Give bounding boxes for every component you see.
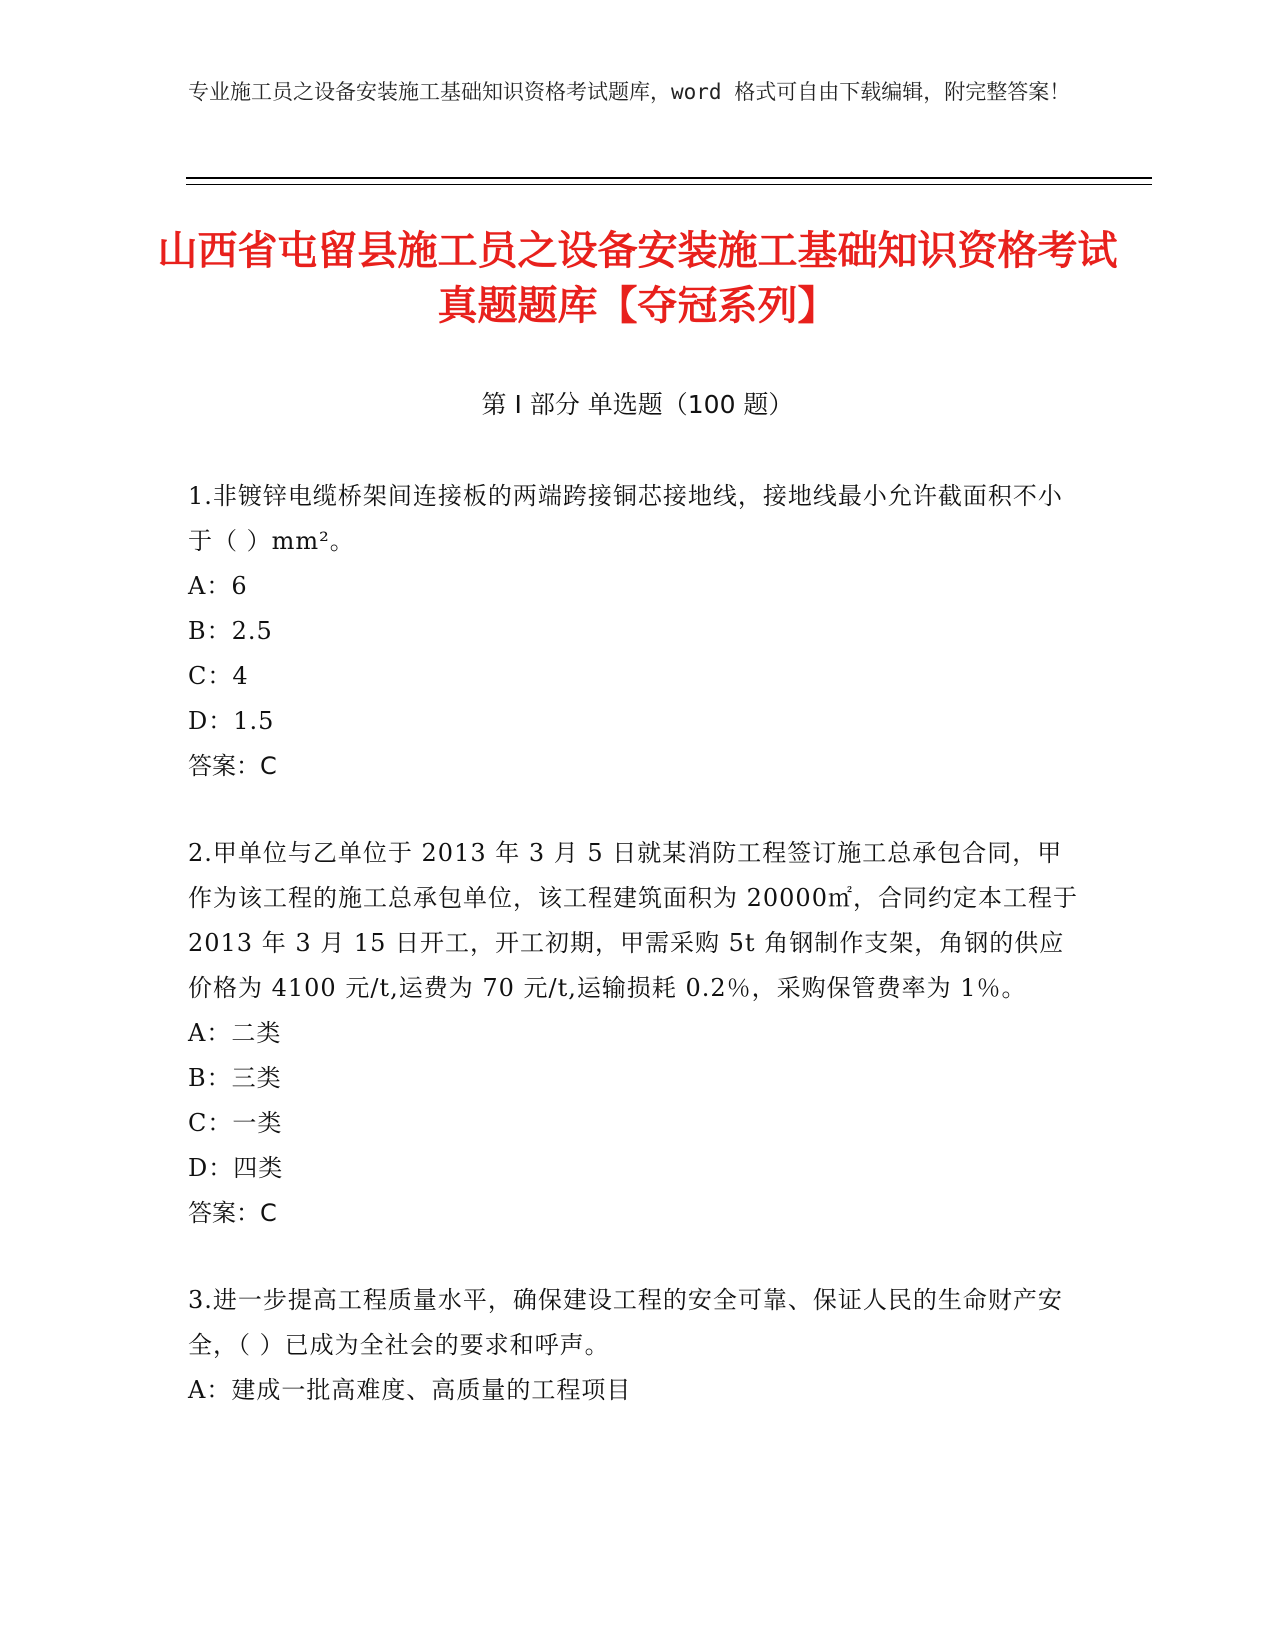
question-list: [188, 474, 1078, 1455]
option-b: B：三类: [188, 1064, 282, 1092]
answer: 答案：C: [188, 1199, 277, 1227]
question-stem: 3.进一步提高工程质量水平，确保建设工程的安全可靠、保证人民的生命财产安全，（ ）已成为全社会的要求和呼声。: [188, 1286, 1063, 1359]
document-title: 山西省屯留县施工员之设备安装施工基础知识资格考试真题题库【夺冠系列】: [157, 228, 1118, 329]
header-rule-thin: [186, 184, 1152, 185]
question-stem: 1.非镀锌电缆桥架间连接板的两端跨接铜芯接地线，接地线最小允许截面积不小于（ ）mm²。: [188, 482, 1063, 555]
answer: 答案：C: [188, 752, 277, 780]
section-title: 第 I 部分 单选题（100 题）: [481, 390, 794, 419]
option-d: D：四类: [188, 1154, 284, 1182]
question-3: [188, 1278, 1078, 1413]
header-note: 专业施工员之设备安装施工基础知识资格考试题库，word 格式可自由下载编辑，附完整答案！: [188, 80, 1071, 104]
question-stem: 2.甲单位与乙单位于 2013 年 3 月 5 日就某消防工程签订施工总承包合同，甲作为该工程的施工总承包单位，该工程建筑面积为 20000㎡，合同约定本工程于 2013 年 3 月 15 日开工，开工初期，甲需采购 5t 角钢制作支架，角钢的供应价格为 4100 元/t,运费为 70 元/t,运输损耗 0.2％，采购保管费率为 1％。: [188, 839, 1078, 1002]
option-a: A：建成一批高难度、高质量的工程项目: [188, 1376, 632, 1404]
header-rule-thick: [186, 177, 1152, 179]
option-c: C：一类: [188, 1109, 283, 1137]
option-b: B：2.5: [188, 617, 273, 645]
option-a: A：二类: [188, 1019, 282, 1047]
option-a: A：6: [188, 572, 248, 600]
option-c: C：4: [188, 662, 249, 690]
option-d: D：1.5: [188, 707, 275, 735]
question-2: [188, 831, 1078, 1236]
question-1: [188, 474, 1078, 789]
